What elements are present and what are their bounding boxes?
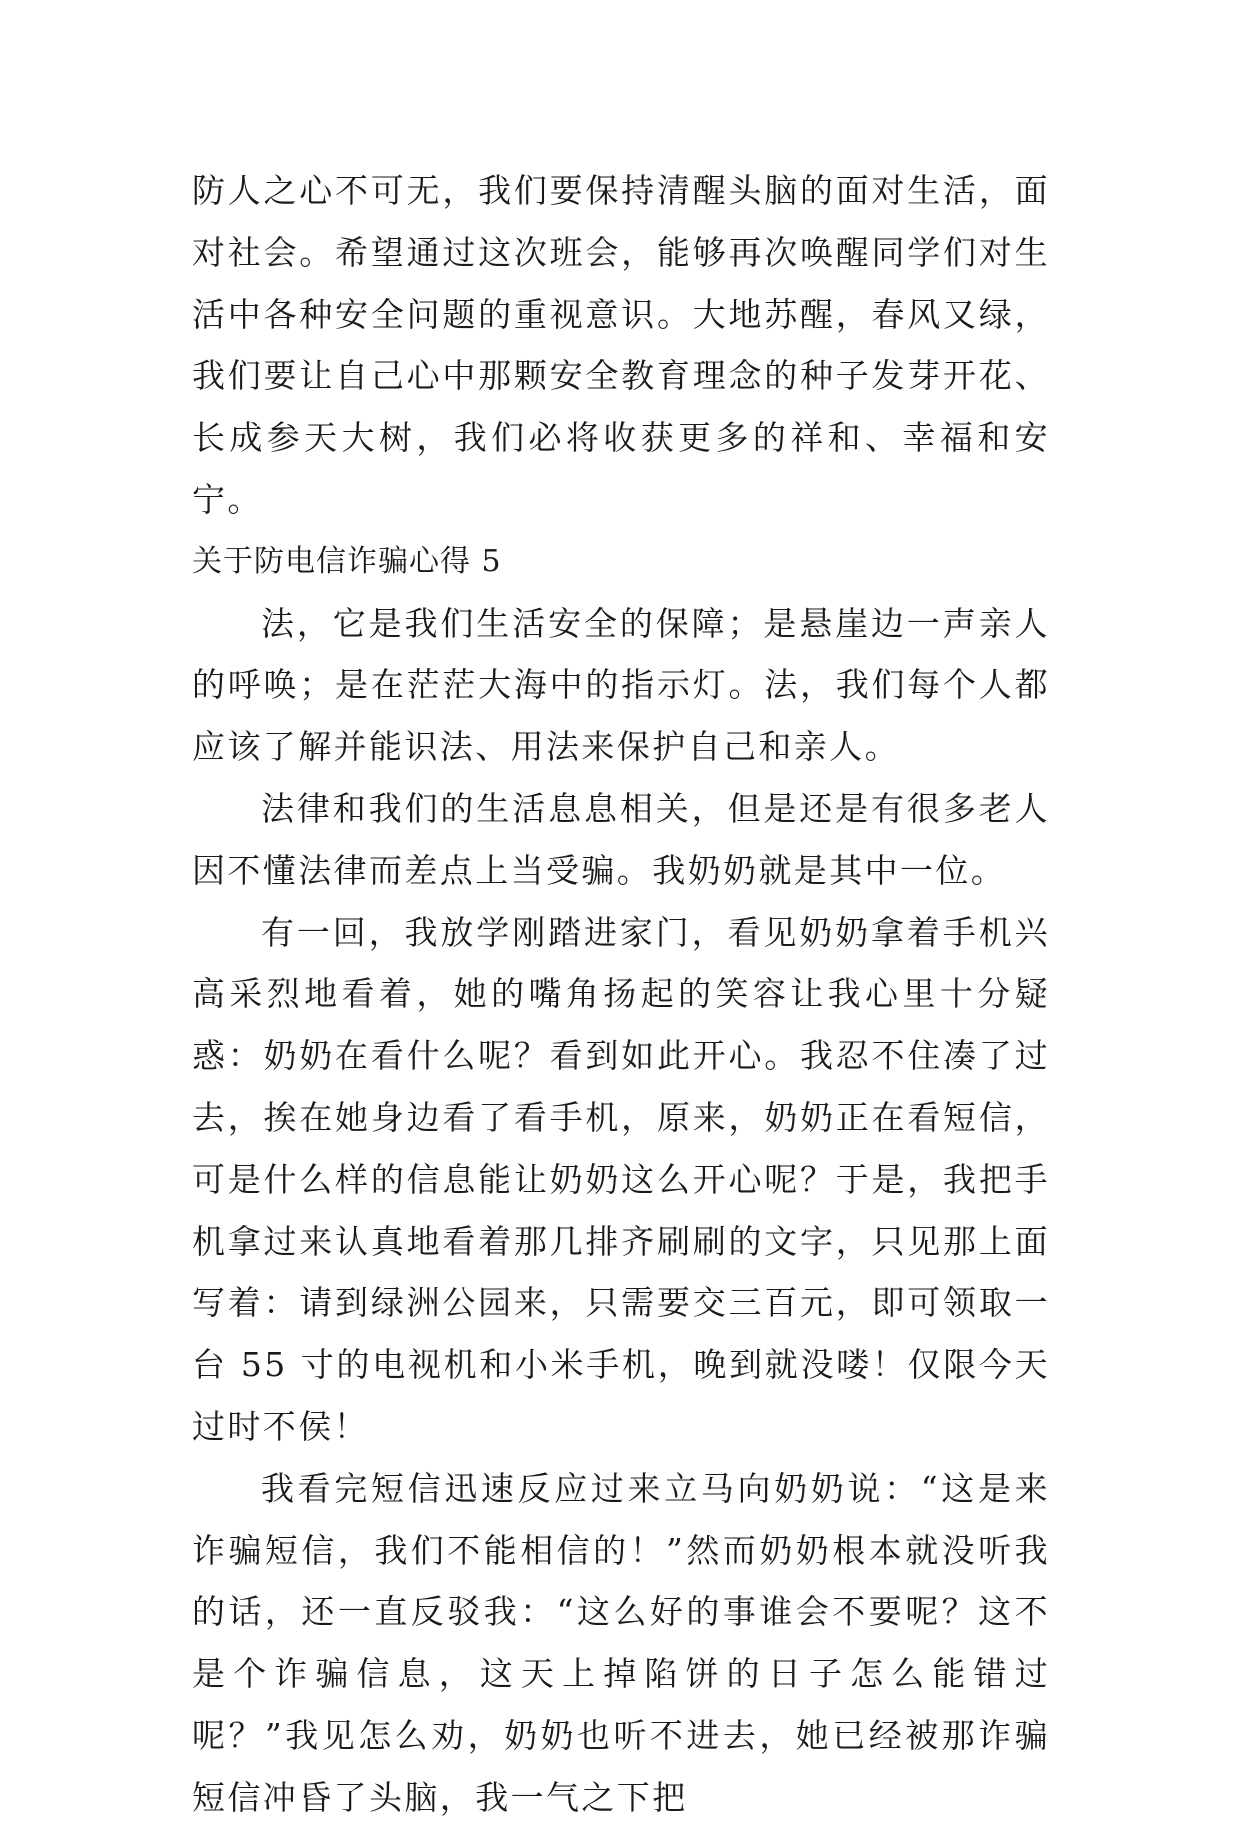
paragraph-3: 有一回，我放学刚踏进家门，看见奶奶拿着手机兴高采烈地看着，她的嘴角扬起的笑容让我心里十分疑惑：奶奶在看什么呢？看到如此开心。我忍不住凑了过去，挨在她身边看了看手机，原来，奶奶正在看短信，可是什么样的信息能让奶奶这么开心呢？于是，我把手机拿过来认真地看着那几排齐刷刷的文字，只见那上面写着：请到绿洲公园来，只需要交三百元，即可领取一台 55 寸的电视机和小米手机，晚到就没喽！仅限今天过时不侯！ (192, 912, 1050, 1446)
document-page (192, 160, 1050, 1829)
paragraph-2: 法律和我们的生活息息相关，但是还是有很多老人因不懂法律而差点上当受骗。我奶奶就是其中一位。 (192, 788, 1050, 890)
paragraph-1: 法，它是我们生活安全的保障；是悬崖边一声亲人的呼唤；是在茫茫大海中的指示灯。法，我们每个人都应该了解并能识法、用法来保护自己和亲人。 (192, 603, 1050, 767)
continued-paragraph: 防人之心不可无，我们要保持清醒头脑的面对生活，面对社会。希望通过这次班会，能够再次唤醒同学们对生活中各种安全问题的重视意识。大地苏醒，春风又绿，我们要让自己心中那颗安全教育理念的种子发芽开花、长成参天大树，我们必将收获更多的祥和、幸福和安宁。 (192, 171, 1050, 519)
paragraph-4: 我看完短信迅速反应过来立马向奶奶说：“这是来诈骗短信，我们不能相信的！”然而奶奶根本就没听我的话，还一直反驳我：“这么好的事谁会不要呢？这不是个诈骗信息，这天上掉陷饼的日子怎么能错过呢？”我见怎么劝，奶奶也听不进去，她已经被那诈骗短信冲昏了头脑，我一气之下把 (192, 1468, 1050, 1817)
section-title: 关于防电信诈骗心得 5 (192, 543, 502, 579)
